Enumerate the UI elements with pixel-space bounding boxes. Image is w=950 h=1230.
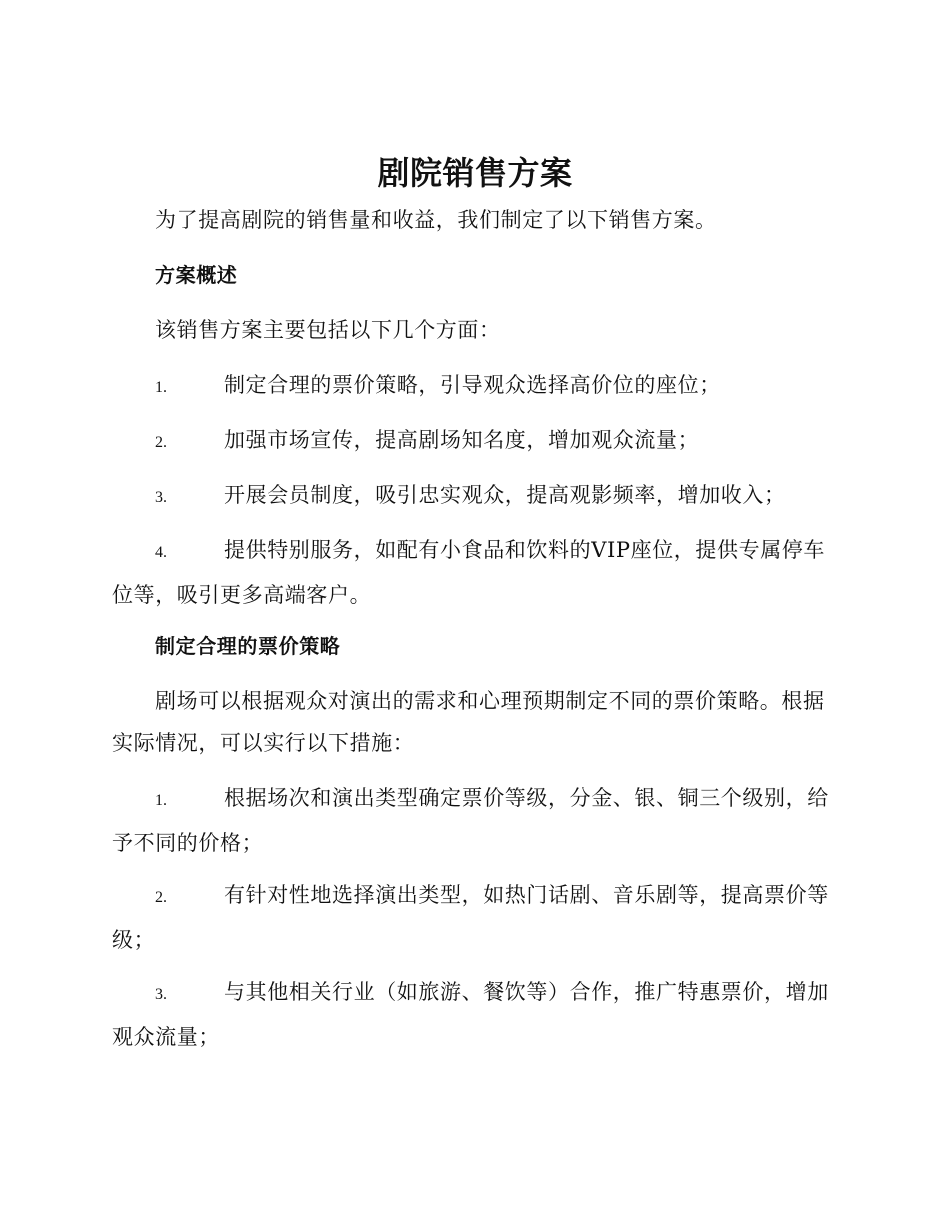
list-item-text: 根据场次和演出类型确定票价等级，分金、银、铜三个级别，给予不同的价格；: [112, 786, 829, 855]
list-item-number: 1.: [155, 792, 167, 809]
list-item-number: 3.: [155, 986, 167, 1003]
list-item-text: 加强市场宣传，提高剧场知名度，增加观众流量；: [224, 428, 700, 452]
list-item-number: 4.: [155, 544, 167, 561]
list-item-text: 制定合理的票价策略，引导观众选择高价位的座位；: [224, 373, 721, 397]
list-item: [112, 419, 832, 464]
list-item-number: 3.: [155, 489, 167, 506]
list-item: [112, 874, 832, 961]
list-item: [112, 364, 832, 409]
list-item-text: 有针对性地选择演出类型，如热门话剧、音乐剧等，提高票价等级；: [112, 883, 829, 952]
intro-paragraph: 为了提高剧院的销售量和收益，我们制定了以下销售方案。: [155, 208, 717, 232]
list-item-number: 1.: [155, 379, 167, 396]
pricing-lead-paragraph: 剧场可以根据观众对演出的需求和心理预期制定不同的票价策略。根据实际情况，可以实行以下措施：: [112, 689, 825, 755]
overview-lead-paragraph: 该销售方案主要包括以下几个方面：: [155, 318, 501, 342]
section-heading-overview: 方案概述: [155, 263, 238, 287]
section-heading-pricing: 制定合理的票价策略: [155, 634, 341, 658]
list-item-number: 2.: [155, 889, 167, 906]
list-item-text: 开展会员制度，吸引忠实观众，提高观影频率，增加收入；: [224, 483, 786, 507]
document-title: 剧院销售方案: [377, 154, 573, 192]
list-item-text: 与其他相关行业（如旅游、餐饮等）合作，推广特惠票价，增加观众流量；: [112, 980, 829, 1049]
list-item: [112, 529, 832, 616]
list-item: [112, 474, 832, 519]
list-item: [112, 971, 832, 1058]
list-item: [112, 777, 832, 864]
list-item-text: 提供特别服务，如配有小食品和饮料的VIP座位，提供专属停车位等，吸引更多高端客户。: [112, 538, 825, 607]
list-item-number: 2.: [155, 434, 167, 451]
